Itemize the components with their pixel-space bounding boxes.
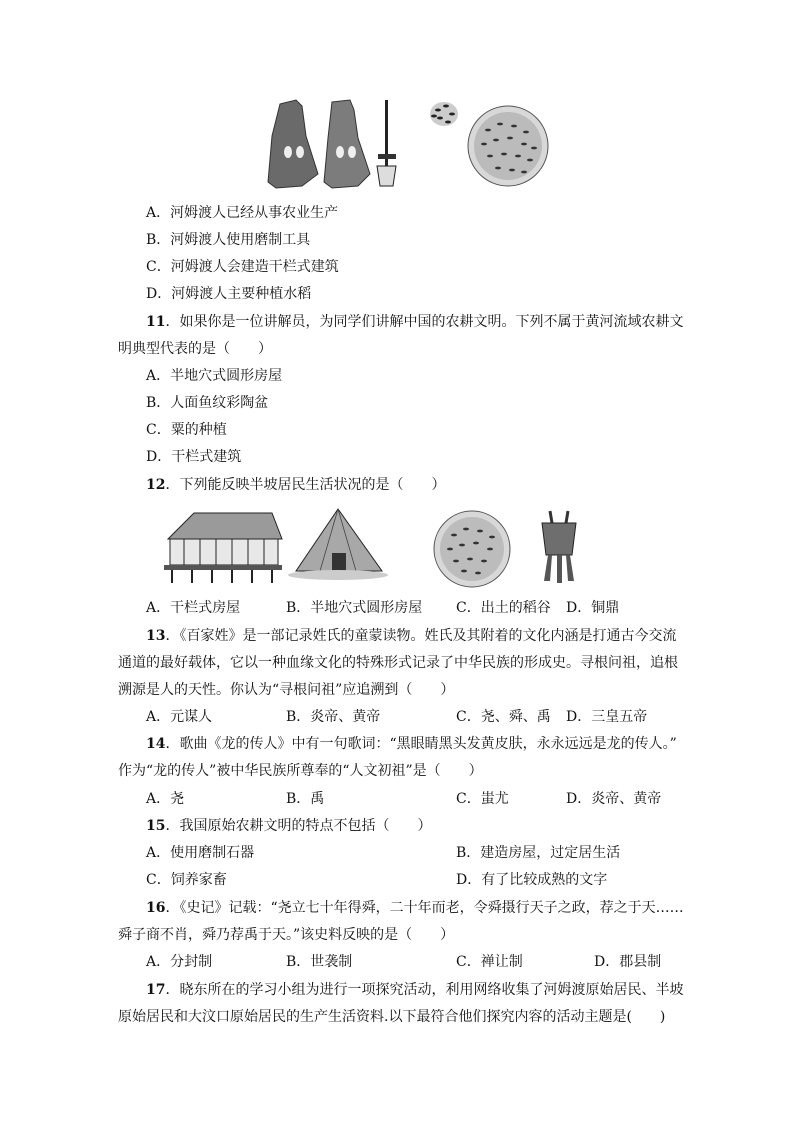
bronze-ding-image — [542, 511, 576, 583]
q11-option-a: A．半地穴式圆形房屋 — [146, 368, 283, 384]
q16-stem-line2: 舜子商不肖，舜乃荐禹于天。”该史料反映的是（ ） — [118, 927, 455, 943]
bone-spade-1 — [268, 100, 318, 188]
q15-stem — [146, 816, 431, 836]
q13-option-d: D．三皇五帝 — [566, 709, 648, 725]
rice-dish-image — [434, 511, 510, 587]
q10-option-a: A．河姆渡人已经从事农业生产 — [146, 205, 339, 221]
hafted-tool — [377, 100, 396, 186]
q17-number: 17 — [146, 982, 166, 998]
q15-option-c: C．饲养家畜 — [146, 872, 227, 888]
q12-option-a: A．干栏式房屋 — [146, 600, 241, 616]
q14-option-b: B．禹 — [286, 791, 325, 807]
bone-spade-2 — [324, 100, 370, 188]
q14-stem-line1 — [146, 734, 677, 754]
q12-stem — [146, 475, 445, 495]
q14-number: 14 — [146, 736, 166, 752]
q14-stem-line2: 作为“龙的传人”被中华民族所尊奉的“人文初祖”是（ ） — [118, 763, 483, 779]
q13-stem-text: ．《百家姓》是一部记录姓氏的童蒙读物。姓氏及其附着的文化内涵是打通古今交流 — [165, 628, 677, 644]
q16-stem-text: ．《史记》记载：“尧立七十年得舜，二十年而老，令舜摄行天子之政，荐之于天…… — [165, 900, 684, 916]
q16-stem-line1 — [146, 898, 684, 918]
pit-house-image — [288, 509, 388, 580]
q11-number: 11 — [146, 314, 166, 330]
q13-stem-line2: 通道的最好载体，它以一种血缘文化的特殊形式记录了中华民族的形成史。寻根问祖，追根 — [118, 655, 678, 671]
q17-stem-line2: 原始居民和大汶口原始居民的生产生活资料.以下最符合他们探究内容的活动主题是( ) — [118, 1009, 666, 1025]
q16-option-b: B．世袭制 — [286, 954, 353, 970]
q10-option-b: B．河姆渡人使用磨制工具 — [146, 232, 311, 248]
q14-option-c: C．蚩尤 — [456, 791, 509, 807]
q12-images — [160, 505, 600, 593]
q15-option-d: D．有了比较成熟的文字 — [456, 872, 608, 888]
q15-number: 15 — [146, 818, 166, 834]
q13-number: 13 — [146, 628, 166, 644]
q12-number: 12 — [146, 477, 166, 493]
q14-stem-text: ．歌曲《龙的传人》中有一句歌词：“黑眼睛黑头发黄皮肤，永永远远是龙的传人。” — [165, 736, 677, 752]
stilt-house-image — [164, 513, 282, 583]
q11-option-b: B．人面鱼纹彩陶盆 — [146, 395, 269, 411]
q11-option-c: C．粟的种植 — [146, 422, 227, 438]
rice-grains-dish — [468, 106, 548, 186]
q12-option-b: B．半地穴式圆形房屋 — [286, 600, 423, 616]
q16-number: 16 — [146, 900, 166, 916]
q13-option-c: C．尧、舜、禹 — [456, 709, 551, 725]
q15-stem-text: ．我国原始农耕文明的特点不包括（ ） — [165, 818, 432, 834]
q10-option-c: C．河姆渡人会建造干栏式建筑 — [146, 259, 339, 275]
rice-grains-small — [430, 102, 458, 126]
q13-stem-line1 — [146, 626, 676, 646]
q11-stem-line2: 明典型代表的是（ ） — [118, 341, 272, 357]
hemudu-artifacts-figure — [262, 96, 552, 192]
q16-option-d: D．郡县制 — [594, 954, 662, 970]
q11-stem-text: ．如果你是一位讲解员，为同学们讲解中国的农耕文明。下列不属于黄河流域农耕文 — [165, 314, 684, 330]
q15-option-b: B．建造房屋，过定居生活 — [456, 845, 621, 861]
q12-option-d: D．铜鼎 — [566, 600, 620, 616]
q12-option-c: C．出土的稻谷 — [456, 600, 551, 616]
q15-option-a: A．使用磨制石器 — [146, 845, 255, 861]
q10-option-d: D．河姆渡人主要种植水稻 — [146, 286, 312, 302]
q14-option-a: A．尧 — [146, 791, 185, 807]
q13-stem-line3: 溯源是人的天性。你认为“寻根问祖”应追溯到（ ） — [118, 682, 455, 698]
q17-stem-line1 — [146, 980, 683, 1000]
q17-stem-text: ．晓东所在的学习小组为进行一项探究活动，利用网络收集了河姆渡原始居民、半坡 — [165, 982, 684, 998]
q16-option-a: A．分封制 — [146, 954, 213, 970]
q12-stem-text: ．下列能反映半坡居民生活状况的是（ ） — [165, 477, 446, 493]
q16-option-c: C．禅让制 — [456, 954, 523, 970]
q13-option-a: A．元谋人 — [146, 709, 213, 725]
q11-option-d: D．干栏式建筑 — [146, 449, 242, 465]
q13-option-b: B．炎帝、黄帝 — [286, 709, 381, 725]
q14-option-d: D．炎帝、黄帝 — [566, 791, 662, 807]
q11-stem-line1 — [146, 312, 683, 332]
